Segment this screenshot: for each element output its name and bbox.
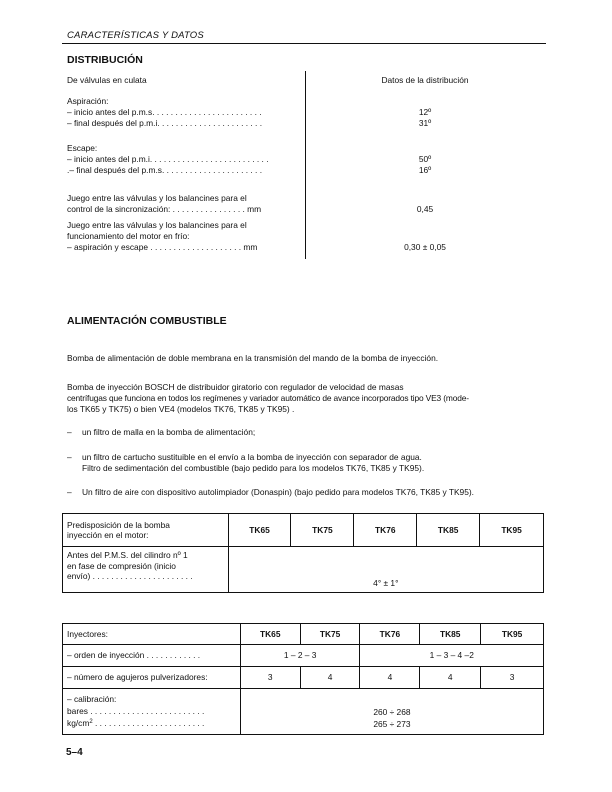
- model-header: TK75: [291, 514, 354, 547]
- juego2-line1: Juego entre las válvulas y los balancines para el: [67, 220, 247, 230]
- juego1-value: 0,45: [416, 204, 434, 214]
- bullet-2-line2: Filtro de sedimentación del combustible (bajo pedido para los modelos TK76, TK85 y TK95).: [82, 463, 425, 473]
- injectors-header-label: Inyectores:: [63, 624, 241, 645]
- pump-timing-table: [62, 513, 544, 593]
- model-header: TK65: [228, 514, 291, 547]
- juego2-value: 0,30 ± 0,05: [404, 242, 446, 252]
- distribucion-divider: [305, 71, 306, 259]
- kg-sup: 2: [89, 719, 93, 725]
- esc-inicio-label: – inicio antes del p.m.i. . . . . . . . . . . . . . . . . . . . . . . . . .: [67, 154, 269, 164]
- page-number: 5–4: [66, 747, 83, 758]
- agujeros-value: 3: [240, 667, 300, 689]
- row-line: Antes del P.M.S. del cilindro nº 1: [67, 550, 188, 560]
- agujeros-value: 4: [300, 667, 360, 689]
- injectors-table: [62, 623, 544, 735]
- asp-final-value: 31º: [418, 118, 432, 128]
- model-header: TK85: [420, 624, 481, 645]
- agujeros-value: 4: [360, 667, 420, 689]
- aspiracion-label: Aspiración:: [67, 96, 109, 106]
- esc-final-label: .– final después del p.m.s. . . . . . . . . . . . . . . . . . . . . .: [67, 165, 263, 175]
- bullet-dash: –: [67, 452, 72, 462]
- model-header: TK85: [417, 514, 480, 547]
- alimentacion-paragraph-2-line3: los TK65 y TK75) o bien VE4 (modelos TK76, TK85 y TK95) .: [67, 404, 295, 414]
- bares-label: bares . . . . . . . . . . . . . . . . . . . . . . . . .: [67, 706, 205, 716]
- bullet-3: Un filtro de aire con dispositivo autolimpiador (Donaspin) (bajo pedido para modelos TK76, TK85 y TK95).: [82, 487, 474, 497]
- agujeros-value: 3: [481, 667, 544, 689]
- juego2-line3: – aspiración y escape . . . . . . . . . . . . . . . . . . . . mm: [67, 242, 258, 252]
- table-row: [63, 667, 544, 689]
- model-header: TK65: [240, 624, 300, 645]
- calibracion-cell: [63, 689, 241, 735]
- bares-value: 260 ÷ 268: [373, 707, 411, 717]
- table-row: [63, 645, 544, 667]
- juego1-line1: Juego entre las válvulas y los balancines para el: [67, 193, 247, 203]
- orden-value-3cyl: 1 – 2 – 3: [240, 645, 360, 667]
- model-header: TK95: [480, 514, 544, 547]
- kg-label: kg/cm: [67, 718, 90, 728]
- orden-label: – orden de inyección . . . . . . . . . . . .: [63, 645, 241, 667]
- col-left-heading: De válvulas en culata: [67, 75, 147, 85]
- alimentacion-paragraph-2-line1: Bomba de inyección BOSCH de distribuidor giratorio con regulador de velocidad de masas: [67, 382, 404, 392]
- bullet-2-line1: un filtro de cartucho sustituible en el envío a la bomba de inyección con separador de agua.: [82, 452, 422, 462]
- header-line: inyección en el motor:: [67, 530, 149, 540]
- header-line: Predisposición de la bomba: [67, 519, 170, 530]
- asp-final-label: – final después del p.m.i. . . . . . . . . . . . . . . . . . . . . . .: [67, 118, 263, 128]
- row-label: [63, 547, 229, 593]
- alimentacion-paragraph-2-line2: centrífugas que funciona en todos los regímenes y variador automático de avance incorporados tipo VE3 (mode-: [67, 393, 469, 403]
- agujeros-value: 4: [420, 667, 481, 689]
- alimentacion-paragraph-1: Bomba de alimentación de doble membrana en la transmisión del mando de la bomba de inyección.: [67, 353, 439, 363]
- table-header-label: [63, 514, 229, 547]
- model-header: TK76: [360, 624, 420, 645]
- juego1-line2: control de la sincronización: . . . . . . . . . . . . . . . . mm: [67, 204, 262, 214]
- header-rule: [62, 43, 546, 44]
- header-title: CARACTERÍSTICAS Y DATOS: [67, 30, 204, 41]
- row-line: en fase de compresión (inicio: [67, 560, 176, 571]
- kg-dots: . . . . . . . . . . . . . . . . . . . . . . . .: [92, 718, 205, 728]
- row-value: 4° ± 1°: [228, 547, 543, 593]
- bullet-dash: –: [67, 427, 72, 437]
- bullet-dash: –: [67, 487, 72, 497]
- table-header-row: [63, 624, 544, 645]
- model-header: TK75: [300, 624, 360, 645]
- alimentacion-title: ALIMENTACIÓN COMBUSTIBLE: [67, 315, 227, 327]
- kg-value: 265 ÷ 273: [373, 719, 411, 729]
- distribucion-title: DISTRIBUCIÓN: [67, 54, 143, 66]
- table-row: [63, 547, 544, 593]
- row-line: envío) . . . . . . . . . . . . . . . . . . . . . .: [67, 571, 193, 581]
- table-row: [63, 689, 544, 735]
- bullet-1: un filtro de malla en la bomba de alimentación;: [82, 427, 256, 437]
- model-header: TK95: [481, 624, 544, 645]
- table-header-row: [63, 514, 544, 547]
- escape-label: Escape:: [67, 143, 98, 153]
- asp-inicio-value: 12º: [418, 107, 432, 117]
- model-header: TK76: [354, 514, 417, 547]
- calibracion-label: – calibración:: [67, 694, 117, 704]
- calibracion-values: [240, 689, 543, 735]
- orden-value-4cyl: 1 – 3 – 4 –2: [360, 645, 544, 667]
- agujeros-label: – número de agujeros pulverizadores:: [63, 667, 241, 689]
- asp-inicio-label: – inicio antes del p.m.s. . . . . . . . . . . . . . . . . . . . . . . .: [67, 107, 262, 117]
- kg-label-line: [67, 717, 236, 729]
- col-right-heading: Datos de la distribución: [381, 75, 469, 85]
- esc-inicio-value: 50º: [418, 154, 432, 164]
- juego2-line2: funcionamiento del motor en frío:: [67, 231, 190, 241]
- esc-final-value: 16º: [418, 165, 432, 175]
